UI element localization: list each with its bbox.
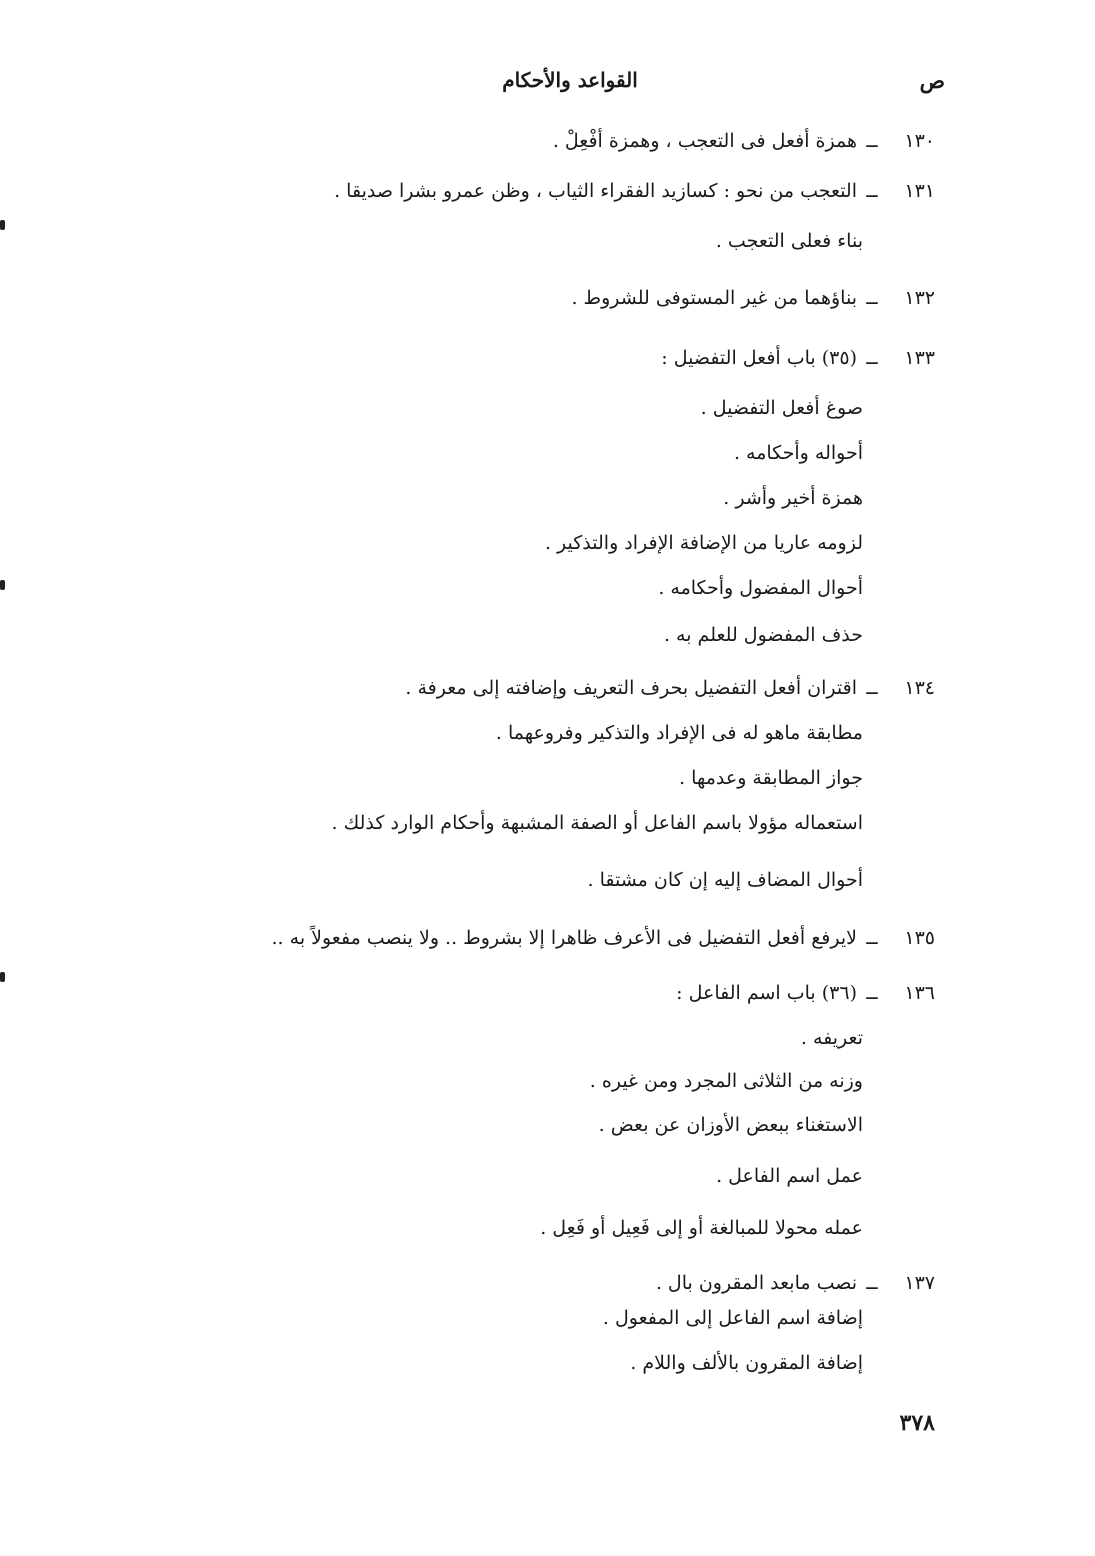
entry-text: (٣٦) باب اسم الفاعل : xyxy=(676,982,857,1004)
entry-dash: ــ xyxy=(866,1272,878,1294)
entry-text: همزة أفعل فى التعجب ، وهمزة أفْعِلْ . xyxy=(552,130,857,152)
entry-text: التعجب من نحو : كسازيد الفقراء الثياب ، وظن عمرو بشرا صديقا . xyxy=(334,180,857,202)
sub-line: صوغ أفعل التفضيل . xyxy=(700,397,863,419)
entry-text: نصب مابعد المقرون بال . xyxy=(655,1272,857,1294)
entry-number: ١٣٧ xyxy=(904,1272,935,1294)
entry-number: ١٣١ xyxy=(904,180,935,202)
entry-dash: ــ xyxy=(866,927,878,949)
entry-number: ١٣٢ xyxy=(904,287,935,309)
sub-line: تعريفه . xyxy=(800,1027,863,1049)
entry-number: ١٣٥ xyxy=(904,927,935,949)
entry-134 xyxy=(405,675,935,701)
scan-edge-mark xyxy=(0,972,5,982)
sub-line: بناء فعلى التعجب . xyxy=(715,230,863,252)
sub-line: لزومه عاريا من الإضافة الإفراد والتذكير . xyxy=(544,532,863,554)
entry-132 xyxy=(571,285,935,311)
sub-line: عمله محولا للمبالغة أو إلى فَعِيل أو فَعِل . xyxy=(540,1217,863,1239)
entry-dash: ــ xyxy=(866,982,878,1004)
sub-line: أحوال المفضول وأحكامه . xyxy=(658,577,863,599)
entry-133 xyxy=(661,345,935,371)
entry-number: ١٣٤ xyxy=(904,677,935,699)
entry-number: ١٣٦ xyxy=(904,982,935,1004)
sub-line: مطابقة ماهو له فى الإفراد والتذكير وفروعهما . xyxy=(495,722,863,744)
entry-dash: ــ xyxy=(866,677,878,699)
sub-line: همزة أخير وأشر . xyxy=(723,487,863,509)
page-number: ٣٧٨ xyxy=(899,1410,935,1436)
entry-135 xyxy=(272,925,935,951)
entry-130 xyxy=(553,128,935,154)
sub-line: الاستغناء ببعض الأوزان عن بعض . xyxy=(598,1114,863,1136)
header-rules-column: القواعد والأحكام xyxy=(502,68,638,92)
entry-dash: ــ xyxy=(866,347,878,369)
sub-line: أحوال المضاف إليه إن كان مشتقا . xyxy=(587,869,863,891)
entry-number: ١٣٣ xyxy=(904,347,935,369)
entry-dash: ــ xyxy=(866,287,878,309)
scan-edge-mark xyxy=(0,220,5,230)
entry-136 xyxy=(676,980,935,1006)
sub-line: استعماله مؤولا باسم الفاعل أو الصفة المشبهة وأحكام الوارد كذلك . xyxy=(331,812,863,834)
entry-131 xyxy=(334,178,935,204)
sub-line: عمل اسم الفاعل . xyxy=(716,1165,863,1187)
entry-text: اقتران أفعل التفضيل بحرف التعريف وإضافته إلى معرفة . xyxy=(405,677,857,699)
sub-line: وزنه من الثلاثى المجرد ومن غيره . xyxy=(589,1070,863,1092)
sub-line: جواز المطابقة وعدمها . xyxy=(679,767,863,789)
entry-dash: ــ xyxy=(866,180,878,202)
sub-line: إضافة المقرون بالألف واللام . xyxy=(630,1352,863,1374)
sub-line: حذف المفضول للعلم به . xyxy=(663,624,863,646)
entry-text: لايرفع أفعل التفضيل فى الأعرف ظاهرا إلا بشروط .. ولا ينصب مفعولاً به .. xyxy=(271,927,857,949)
entry-text: بناؤهما من غير المستوفى للشروط . xyxy=(571,287,857,309)
entry-137 xyxy=(656,1270,935,1296)
sub-line: أحواله وأحكامه . xyxy=(733,442,863,464)
header-page-column: ص xyxy=(919,68,945,93)
entry-text: (٣٥) باب أفعل التفضيل : xyxy=(661,347,857,369)
entry-dash: ــ xyxy=(866,130,878,152)
scan-edge-mark xyxy=(0,580,5,590)
entry-number: ١٣٠ xyxy=(904,130,935,152)
sub-line: إضافة اسم الفاعل إلى المفعول . xyxy=(602,1307,863,1329)
